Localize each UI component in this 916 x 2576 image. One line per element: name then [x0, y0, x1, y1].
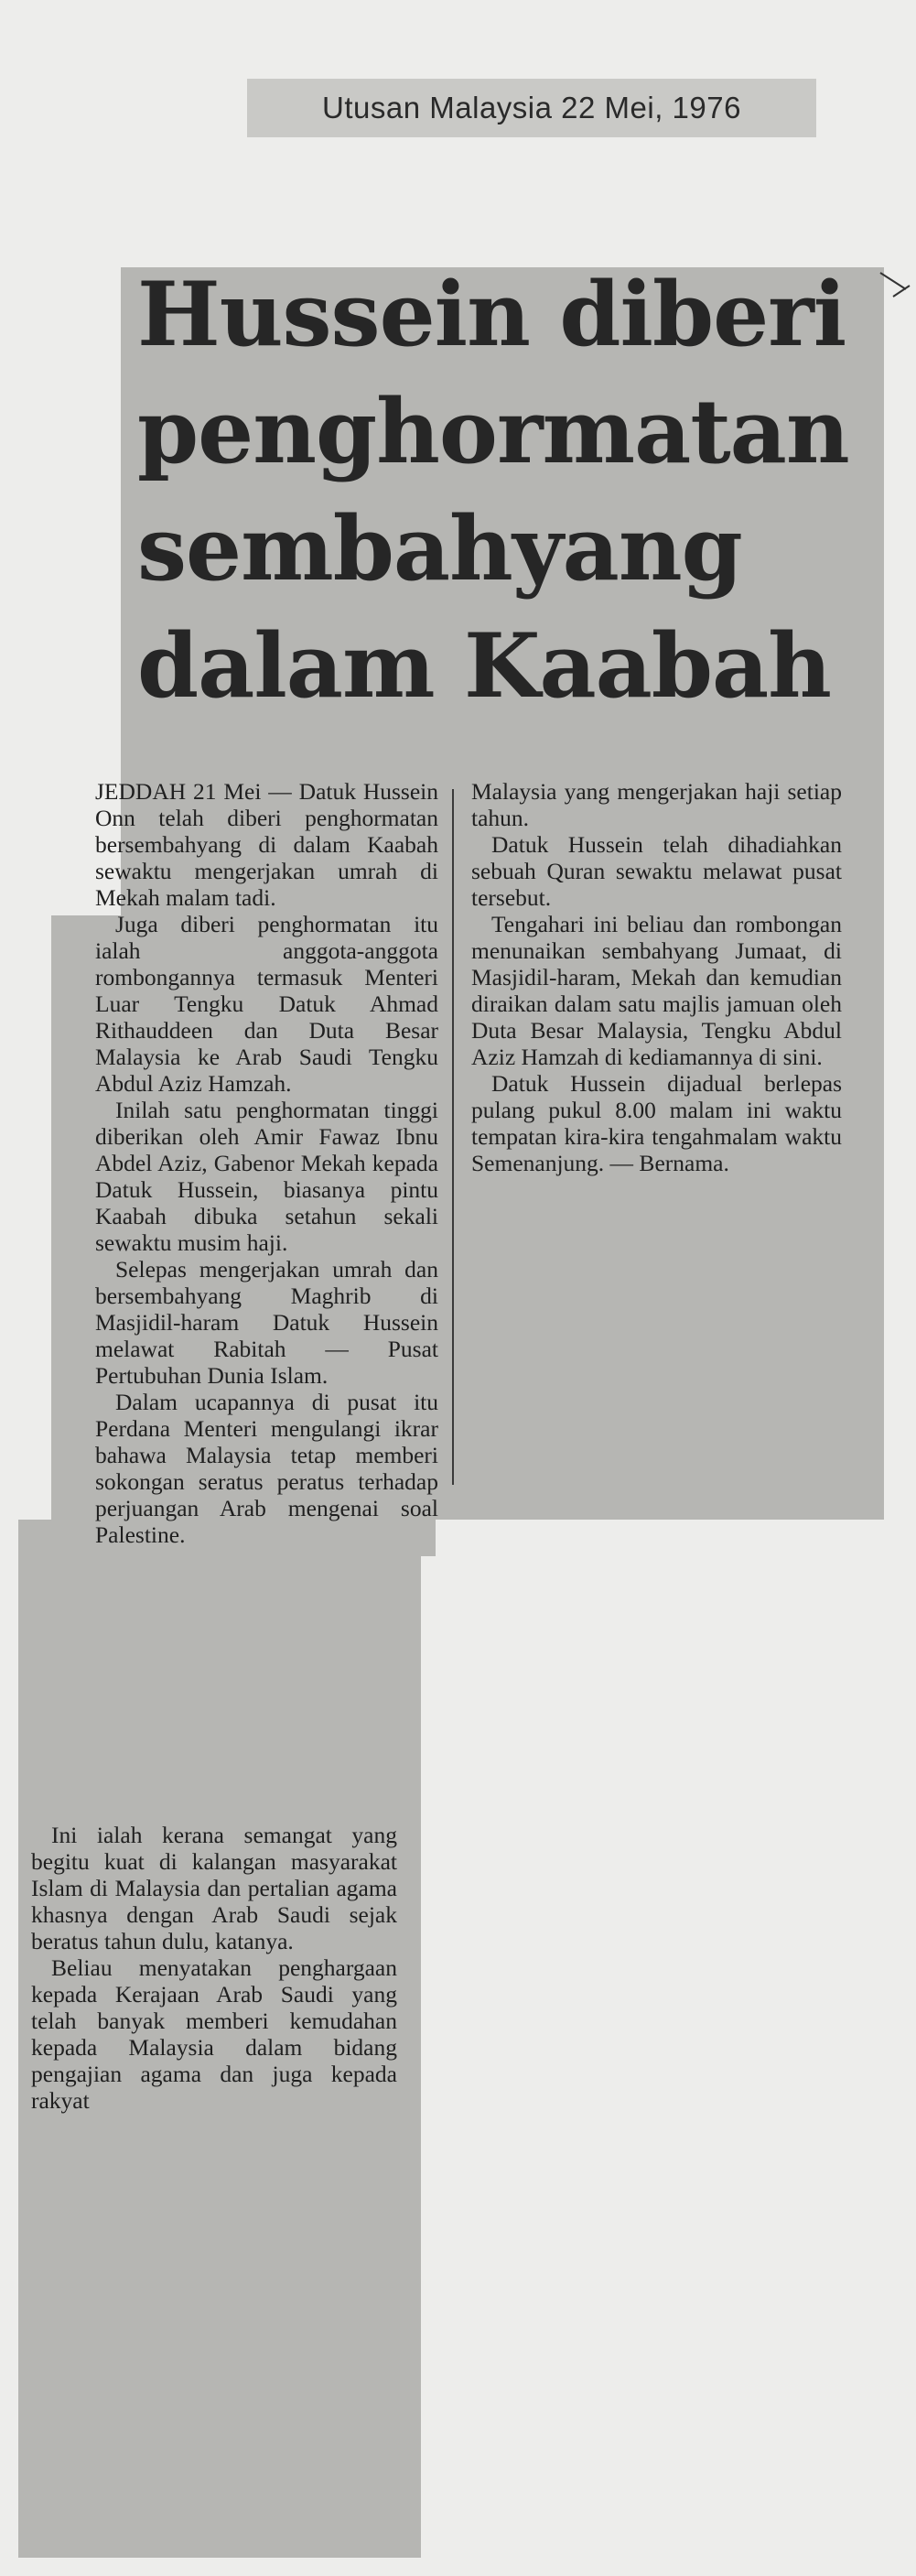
- paragraph: Datuk Hussein telah dihadiahkan sebuah Quran sewaktu melawat pusat tersebut.: [471, 831, 842, 911]
- paragraph: Tengahari ini beliau dan rombongan menunaikan sembahyang Jumaat, di Masjidil-haram, Mekah dan kemudian diraikan dalam satu majlis jamuan oleh Duta Besar Malaysia, Tengku Abdul Aziz Hamzah di kediamannya di sini.: [471, 911, 842, 1070]
- paragraph: Datuk Hussein dijadual berlepas pulang pukul 8.00 malam ini waktu tempatan kira-kira tengahmalam waktu Semenanjung. — Bernama.: [471, 1070, 842, 1176]
- column-divider: [452, 789, 454, 1485]
- headline-line: Hussein diberi: [137, 263, 846, 366]
- article-column-left-continued: [31, 1822, 397, 2114]
- paragraph: Dalam ucapannya di pusat itu Perdana Menteri mengulangi ikrar bahawa Malaysia tetap memberi sokongan seratus peratus terhadap perjuangan Arab mengenai soal Palestine.: [95, 1389, 438, 1548]
- paragraph: Malaysia yang mengerjakan haji setiap tahun.: [471, 778, 842, 831]
- paragraph: Ini ialah kerana semangat yang begitu kuat di kalangan masyarakat Islam di Malaysia dan pertalian agama khasnya dengan Arab Saudi sejak beratus tahun dulu, katanya.: [31, 1822, 397, 1954]
- paragraph: Selepas mengerjakan umrah dan bersembahyang Maghrib di Masjidil-haram Datuk Hussein melawat Rabitah — Pusat Pertubuhan Dunia Islam.: [95, 1256, 438, 1389]
- headline: [137, 256, 869, 725]
- headline-line: sembahyang: [137, 497, 742, 601]
- source-label: Utusan Malaysia 22 Mei, 1976: [247, 79, 816, 137]
- headline-line: dalam Kaabah: [137, 614, 831, 718]
- paragraph: Beliau menyatakan penghargaan kepada Kerajaan Arab Saudi yang telah banyak memberi kemudahan kepada Malaysia dalam bidang pengajian agama dan juga kepada rakyat: [31, 1954, 397, 2114]
- article-column-right: [471, 778, 842, 1176]
- paragraph: Juga diberi penghormatan itu ialah anggota-anggota rombongannya termasuk Menteri Luar Tengku Datuk Ahmad Rithauddeen dan Duta Besar Malaysia ke Arab Saudi Tengku Abdul Aziz Hamzah.: [95, 911, 438, 1097]
- headline-line: penghormatan: [137, 380, 849, 483]
- article-column-left: [95, 778, 438, 1548]
- pencil-mark-icon: [878, 265, 911, 302]
- paragraph: Inilah satu penghormatan tinggi diberikan oleh Amir Fawaz Ibnu Abdel Aziz, Gabenor Mekah kepada Datuk Hussein, biasanya pintu Kaabah dibuka setahun sekali sewaktu musim haji.: [95, 1097, 438, 1256]
- paragraph: JEDDAH 21 Mei — Datuk Hussein Onn telah diberi penghormatan bersembahyang di dalam Kaabah sewaktu mengerjakan umrah di Mekah malam tadi.: [95, 778, 438, 911]
